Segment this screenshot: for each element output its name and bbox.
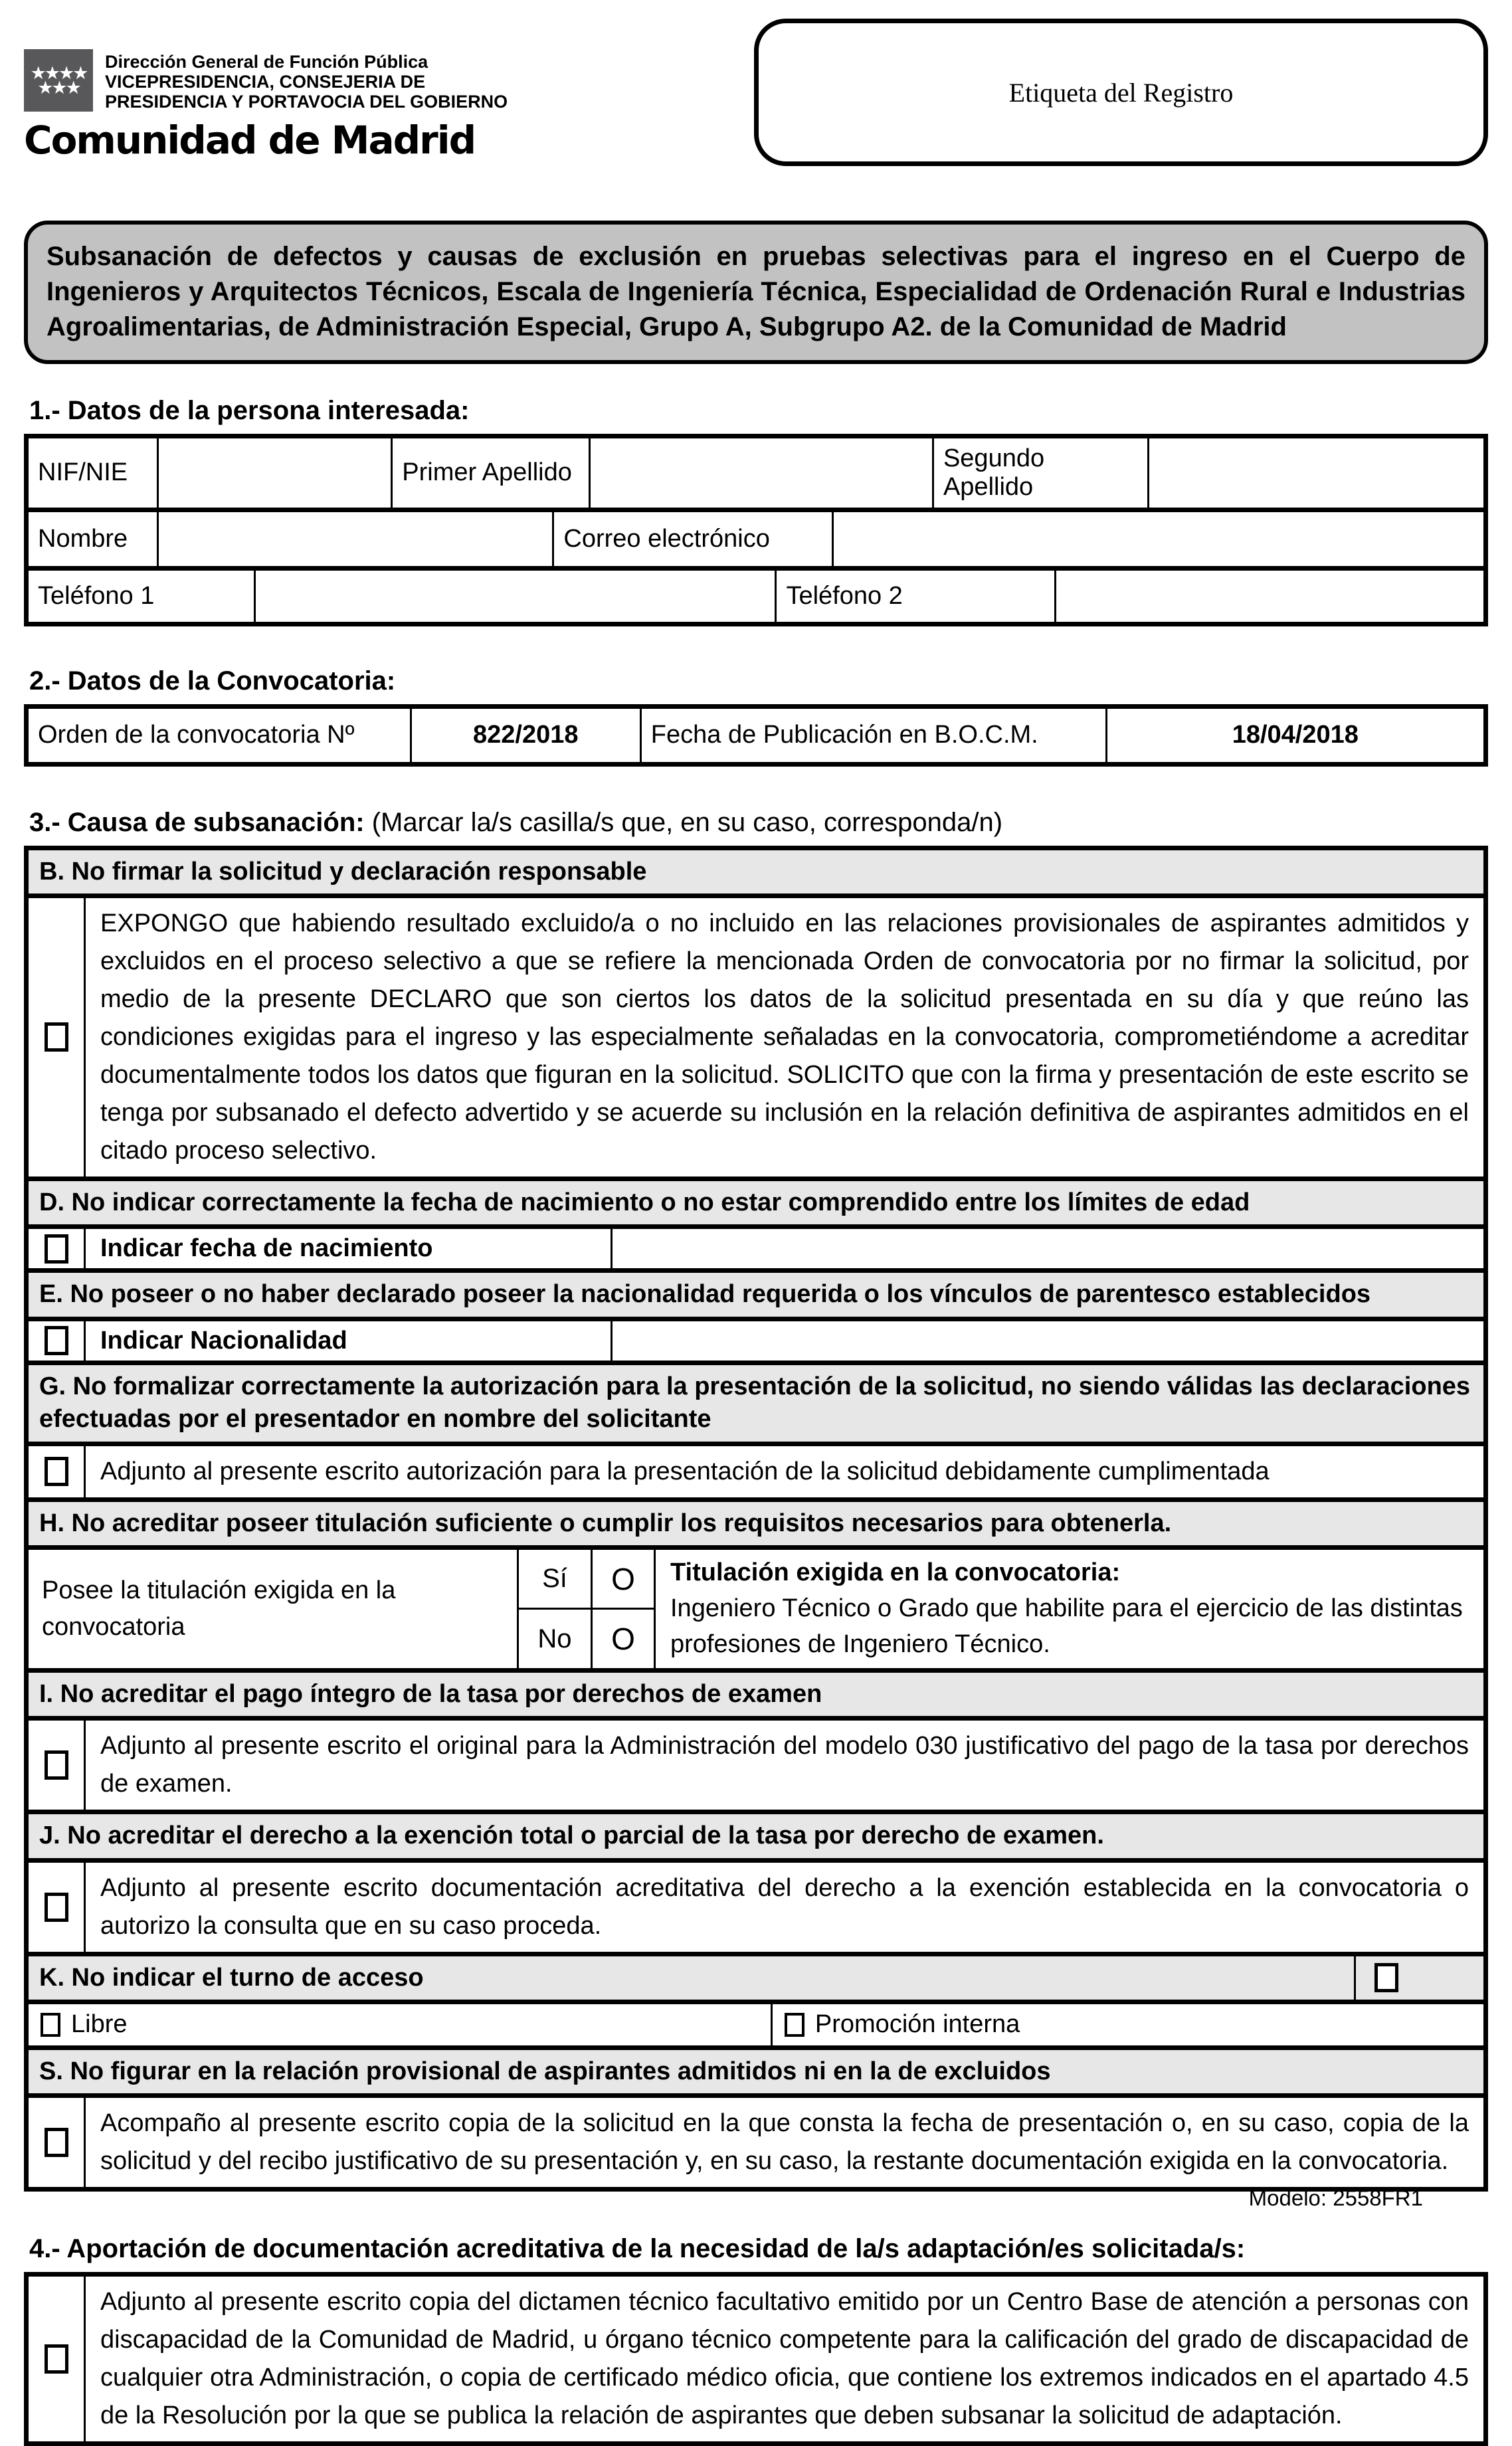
department-lines: [105, 49, 508, 112]
telefono2-input-cell[interactable]: [1054, 571, 1483, 622]
flag-stars-row2: ★★★: [37, 78, 80, 98]
adaptacion-checkbox-cell: [29, 2277, 86, 2441]
nacionalidad-input-cell[interactable]: [613, 1321, 1483, 1361]
causa-h-header: H. No acreditar poseer titulación suficiente o cumplir los requisitos necesarios para obtenerla.: [29, 1497, 1483, 1545]
segundo-apellido-input-cell[interactable]: [1147, 438, 1483, 508]
causa-g-text: Adjunto al presente escrito autorización para la presentación de la solicitud debidamente cumplimentada: [100, 1457, 1270, 1485]
causa-j-checkbox-cell: [29, 1863, 86, 1952]
causa-e-checkbox-cell: [29, 1321, 86, 1361]
adaptacion-checkbox[interactable]: [45, 2344, 68, 2374]
causa-s-checkbox[interactable]: [45, 2128, 68, 2157]
causa-b-text: EXPONGO que habiendo resultado excluido/a o no incluido en las relaciones provisionales de aspirantes admitidos y excluidos en el proceso selectivo a que se refiere la mencionada Orden de convocatoria por no firmar la solicitud, por medio de la presente DECLARO que son ciertos los datos de la solicitud presentada en su día y que reúno las condiciones exigidas para el ingreso y las especialmente señaladas en la convocatoria, comprometiéndome a acreditar documentalmente todos los datos que figuran en la solicitud. SOLICITO que con la firma y presentación de este escrito se tenga por subsanado el defecto advertido y se acuerde su inclusión en la relación definitiva de aspirantes admitidos en el citado proceso selectivo.: [100, 909, 1469, 1165]
titulacion-si-row: [519, 1550, 654, 1608]
causa-b-row: [29, 894, 1483, 1176]
adaptacion-row: [29, 2277, 1483, 2441]
causa-b-checkbox-cell: [29, 898, 86, 1176]
nombre-input-cell[interactable]: [157, 512, 553, 566]
table-row: [29, 438, 1483, 508]
causa-d-checkbox-cell: [29, 1229, 86, 1268]
nif-input-cell[interactable]: [157, 438, 391, 508]
causa-e-row: [29, 1317, 1483, 1361]
telefono1-label: Teléfono 1: [38, 581, 155, 610]
turno-libre-option: [29, 2004, 771, 2045]
turno-libre-label: Libre: [71, 2010, 128, 2039]
causa-d-row: [29, 1224, 1483, 1268]
orden-value: 822/2018: [410, 709, 640, 762]
registry-label-box: [754, 19, 1488, 166]
org-identity: [24, 19, 508, 163]
causa-k-checkbox-cell: [1354, 1956, 1483, 2000]
section1-heading: 1.- Datos de la persona interesada:: [29, 395, 470, 425]
causa-g-row: [29, 1442, 1483, 1497]
causa-s-header: S. No figurar en la relación provisional de aspirantes admitidos ni en la de excluidos: [29, 2045, 1483, 2093]
causa-d-checkbox[interactable]: [45, 1234, 68, 1264]
nacionalidad-label: Indicar Nacionalidad: [86, 1321, 613, 1361]
correo-label: Correo electrónico: [552, 512, 831, 566]
model-number: Modelo: 2558FR1: [1248, 2186, 1423, 2210]
causa-b-checkbox[interactable]: [45, 1022, 68, 1052]
convocatoria-table: [24, 704, 1488, 767]
titulacion-no-radio[interactable]: O: [591, 1610, 654, 1667]
titulacion-exigida-text: Ingeniero Técnico o Grado que habilite para el ejercicio de las distintas profesiones de Ingeniero Técnico.: [670, 1594, 1463, 1658]
turno-libre-checkbox[interactable]: [41, 2013, 60, 2037]
causa-j-header: J. No acreditar el derecho a la exención total o parcial de la tasa por derecho de examen.: [29, 1810, 1483, 1857]
titulacion-no-row: [519, 1608, 654, 1667]
causa-k-header: [29, 1952, 1483, 2000]
comunidad-de-madrid-wordmark: Comunidad de Madrid: [24, 117, 476, 163]
section2-heading: 2.- Datos de la Convocatoria:: [29, 666, 396, 696]
causa-j-checkbox[interactable]: [45, 1893, 68, 1922]
causa-g-checkbox-cell: [29, 1446, 86, 1497]
telefono1-input-cell[interactable]: [254, 571, 775, 622]
causas-table: [24, 846, 1488, 2192]
fecha-publicacion-value: 18/04/2018: [1105, 709, 1483, 762]
department-line-2: VICEPRESIDENCIA, CONSEJERIA DE: [105, 72, 426, 92]
table-row: [29, 566, 1483, 622]
form-title-box: [24, 221, 1488, 364]
telefono2-label: Teléfono 2: [775, 571, 1054, 622]
causa-i-checkbox[interactable]: [45, 1750, 68, 1780]
causa-j-row: [29, 1858, 1483, 1952]
causa-h-row: [29, 1545, 1483, 1668]
turno-promocion-option: [771, 2004, 1483, 2045]
causa-d-header: D. No indicar correctamente la fecha de nacimiento o no estar comprendido entre los límites de edad: [29, 1176, 1483, 1224]
causa-k-header-text: K. No indicar el turno de acceso: [39, 1963, 424, 1992]
section4-heading: 4.- Aportación de documentación acreditativa de la necesidad de la/s adaptación/es solicitada/s:: [29, 2234, 1246, 2264]
turno-promocion-checkbox[interactable]: [785, 2013, 804, 2037]
section3-heading: [29, 808, 1488, 838]
section3-heading-text: 3.- Causa de subsanación:: [29, 807, 365, 837]
primer-apellido-label: Primer Apellido: [391, 438, 589, 508]
causa-i-text: Adjunto al presente escrito el original para la Administración del modelo 030 justificativo del pago de la tasa por derechos de examen.: [100, 1732, 1469, 1798]
causa-i-checkbox-cell: [29, 1721, 86, 1810]
adaptacion-table: [24, 2272, 1488, 2446]
titulacion-si-radio[interactable]: O: [591, 1550, 654, 1608]
causa-e-header: E. No poseer o no haber declarado poseer la nacionalidad requerida o los vínculos de parentesco establecidos: [29, 1268, 1483, 1316]
fecha-nacimiento-input-cell[interactable]: [613, 1229, 1483, 1268]
causa-g-checkbox[interactable]: [45, 1457, 68, 1486]
causa-s-checkbox-cell: [29, 2098, 86, 2187]
fecha-publicacion-label: Fecha de Publicación en B.O.C.M.: [640, 709, 1105, 762]
orden-label: Orden de la convocatoria Nº: [38, 721, 355, 749]
causa-i-row: [29, 1716, 1483, 1810]
primer-apellido-input-cell[interactable]: [589, 438, 932, 508]
causa-s-text: Acompaño al presente escrito copia de la solicitud en la que consta la fecha de presentación o, en su caso, copia de la solicitud y del recibo justificativo de su presentación y, en su caso, la restante documentación exigida en la convocatoria.: [100, 2109, 1469, 2176]
causa-e-checkbox[interactable]: [45, 1326, 68, 1355]
causa-k-checkbox[interactable]: [1374, 1963, 1398, 1992]
titulacion-exigida-cell: [654, 1550, 1483, 1668]
form-title-text: Subsanación de defectos y causas de exclusión en pruebas selectivas para el ingreso en el Cuerpo de Ingenieros y Arquitectos Técnicos, Escala de Ingeniería Técnica, Especialidad de Ordenación Rural e Industrias Agroalimentarias, de Administración Especial, Grupo A, Subgrupo A2. de la Comunidad de Madrid: [47, 242, 1465, 342]
turno-options-row: [29, 2000, 1483, 2045]
nif-label: NIF/NIE: [38, 458, 128, 487]
flag-stars-row1: ★★★★: [30, 62, 87, 83]
department-line-1: Dirección General de Función Pública: [105, 52, 428, 72]
causa-i-header: I. No acreditar el pago íntegro de la tasa por derechos de examen: [29, 1668, 1483, 1716]
nombre-label: Nombre: [38, 524, 128, 553]
fecha-nacimiento-label: Indicar fecha de nacimiento: [86, 1229, 613, 1268]
titulacion-no-label: No: [537, 1624, 572, 1653]
table-row: [29, 709, 1483, 762]
personal-data-table: [24, 434, 1488, 626]
turno-promocion-label: Promoción interna: [814, 2010, 1020, 2039]
titulacion-yes-no-grid: [517, 1550, 654, 1668]
causa-g-header: G. No formalizar correctamente la autorización para la presentación de la solicitud, no siendo válidas las declaraciones efectuadas por el presentador en nombre del solicitante: [29, 1361, 1483, 1442]
causa-s-row: [29, 2093, 1483, 2187]
adaptacion-text: Adjunto al presente escrito copia del dictamen técnico facultativo emitido por un Centro Base de atención a personas con discapacidad de la Comunidad de Madrid, u órgano técnico competente para la calificación del grado de discapacidad de cualquier otra Administración, o copia de certificado médico oficia, que contiene los extremos indicados en el apartado 4.5 de la Resolución por la que se publica la relación de aspirantes que deben subsanar la solicitud de adaptación.: [100, 2288, 1469, 2430]
titulacion-si-label: Sí: [542, 1564, 567, 1594]
titulacion-question: Posee la titulación exigida en la convocatoria: [42, 1576, 396, 1641]
page-header: [24, 19, 1488, 177]
table-row: [29, 508, 1483, 566]
segundo-apellido-label: Segundo Apellido: [932, 438, 1147, 508]
correo-input-cell[interactable]: [832, 512, 1483, 566]
madrid-flag-logo: [24, 49, 93, 112]
causa-j-text: Adjunto al presente escrito documentación acreditativa del derecho a la exención establecida en la convocatoria o autorizo la consulta que en su caso proceda.: [100, 1873, 1469, 1940]
registry-label-text: Etiqueta del Registro: [1008, 77, 1234, 108]
titulacion-exigida-label: Titulación exigida en la convocatoria:: [670, 1558, 1121, 1586]
department-line-3: PRESIDENCIA Y PORTAVOCIA DEL GOBIERNO: [105, 92, 508, 112]
section3-heading-note: (Marcar la/s casilla/s que, en su caso, corresponda/n): [371, 807, 1003, 837]
causa-b-header: B. No firmar la solicitud y declaración responsable: [29, 850, 1483, 894]
